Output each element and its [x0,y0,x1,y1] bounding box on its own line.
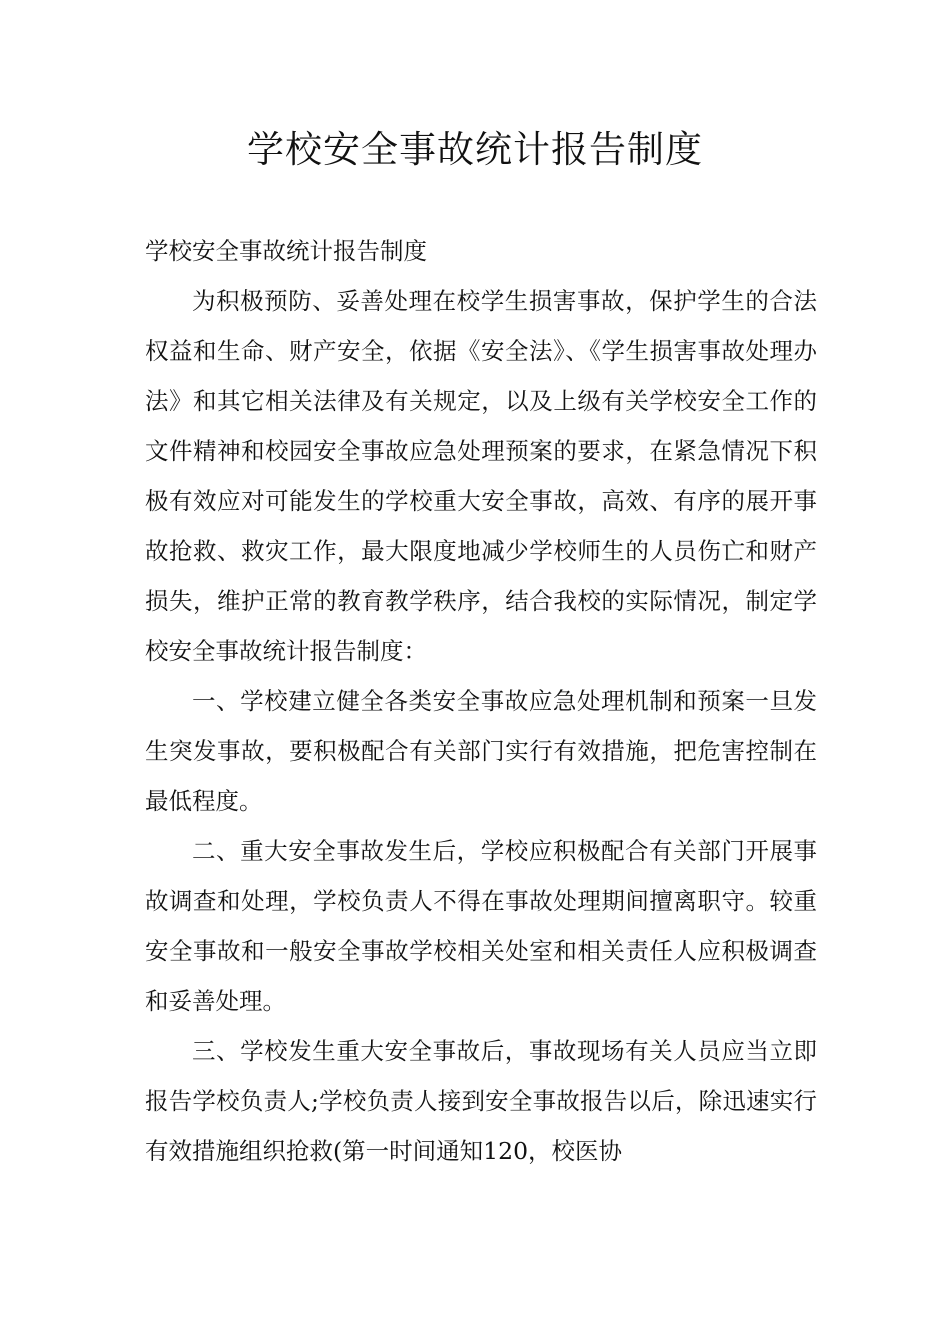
paragraph-intro: 为积极预防、妥善处理在校学生损害事故，保护学生的合法权益和生命、财产安全，依据《安全法》、《学生损害事故处理办法》和其它相关法律及有关规定，以及上级有关学校安全工作的文件精神和校园安全事故应急处理预案的要求，在紧急情况下积极有效应对可能发生的学校重大安全事故，高效、有序的展开事故抢救、救灾工作，最大限度地减少学校师生的人员伤亡和财产损失，维护正常的教育教学秩序，结合我校的实际情况，制定学校安全事故统计报告制度： [145,287,817,665]
paragraph-item-2: 二、重大安全事故发生后，学校应积极配合有关部门开展事故调查和处理，学校负责人不得在事故处理期间擅离职守。较重安全事故和一般安全事故学校相关处室和相关责任人应积极调查和妥善处理。 [145,837,817,1015]
document-body [145,226,817,1176]
paragraph-item-3: 三、学校发生重大安全事故后，事故现场有关人员应当立即报告学校负责人;学校负责人接到安全事故报告以后，除迅速实行有效措施组织抢救(第一时间通知120，校医协 [145,1037,817,1165]
paragraph-item-1: 一、学校建立健全各类安全事故应急处理机制和预案一旦发生突发事故，要积极配合有关部门实行有效措施，把危害控制在最低程度。 [145,687,817,815]
document-subtitle: 学校安全事故统计报告制度 [145,237,427,265]
document-title: 学校安全事故统计报告制度 [247,128,703,171]
